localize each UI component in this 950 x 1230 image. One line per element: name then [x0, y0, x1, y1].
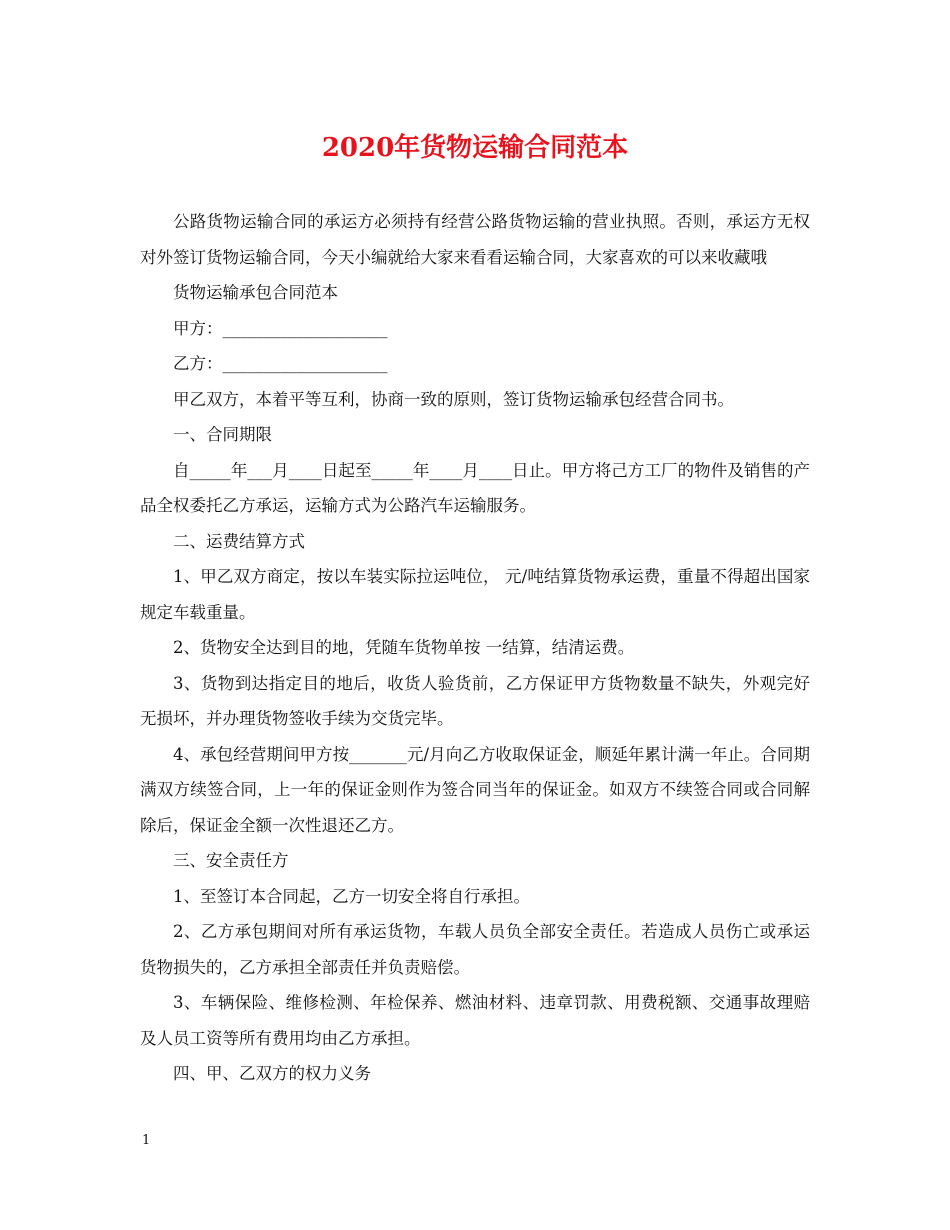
safety-clause-2: 2、乙方承包期间对所有承运货物，车载人员负全部安全责任。若造成人员伤亡或承运货物损失的，乙方承担全部责任并负责赔偿。: [140, 922, 810, 977]
section-heading-safety: 三、安全责任方: [173, 851, 289, 870]
page-number: 1: [142, 1133, 151, 1148]
section-heading-term: 一、合同期限: [173, 425, 272, 444]
term-paragraph: 自_____年___月____日起至_____年____月____日止。甲方将己方工厂的物件及销售的产品全权委托乙方承运，运输方式为公路汽车运输服务。: [140, 460, 810, 515]
section-heading-freight: 二、运费结算方式: [173, 531, 305, 551]
document-title: 2020年货物运输合同范本: [321, 133, 629, 163]
contract-subtitle: 货物运输承包合同范本: [173, 283, 338, 302]
intro-paragraph: 公路货物运输合同的承运方必须持有经营公路货物运输的营业执照。否则，承运方无权对外签订货物运输合同，今天小编就给大家来看看运输合同，大家喜欢的可以来收藏哦: [140, 212, 810, 267]
freight-clause-4: 4、承包经营期间甲方按_______元/月向乙方收取保证金，顺延年累计满一年止。合同期满双方续签合同，上一年的保证金则作为签合同当年的保证金。如双方不续签合同或合同解除后，保证金全额一次性退还乙方。: [140, 744, 810, 835]
party-b-line: 乙方：____________________: [173, 354, 388, 373]
freight-clause-1: 1、甲乙双方商定，按以车装实际拉运吨位， 元/吨结算货物承运费，重量不得超出国家规定车载重量。: [140, 567, 810, 622]
party-a-line: 甲方：____________________: [173, 318, 388, 338]
section-heading-rights: 四、甲、乙双方的权力义务: [173, 1064, 371, 1083]
document-body: [140, 204, 810, 1092]
safety-clause-3: 3、车辆保险、维修检测、年检保养、燃油材料、违章罚款、用费税额、交通事故理赔及人员工资等所有费用均由乙方承担。: [140, 993, 810, 1048]
freight-clause-2: 2、货物安全达到目的地，凭随车货物单按 一结算，结清运费。: [173, 638, 635, 657]
safety-clause-1: 1、至签订本合同起，乙方一切安全将自行承担。: [173, 886, 530, 906]
preamble-paragraph: 甲乙双方，本着平等互利，协商一致的原则，签订货物运输承包经营合同书。: [173, 389, 734, 409]
freight-clause-3: 3、货物到达指定目的地后，收货人验货前，乙方保证甲方货物数量不缺失，外观完好无损坏，并办理货物签收手续为交货完毕。: [140, 673, 810, 728]
